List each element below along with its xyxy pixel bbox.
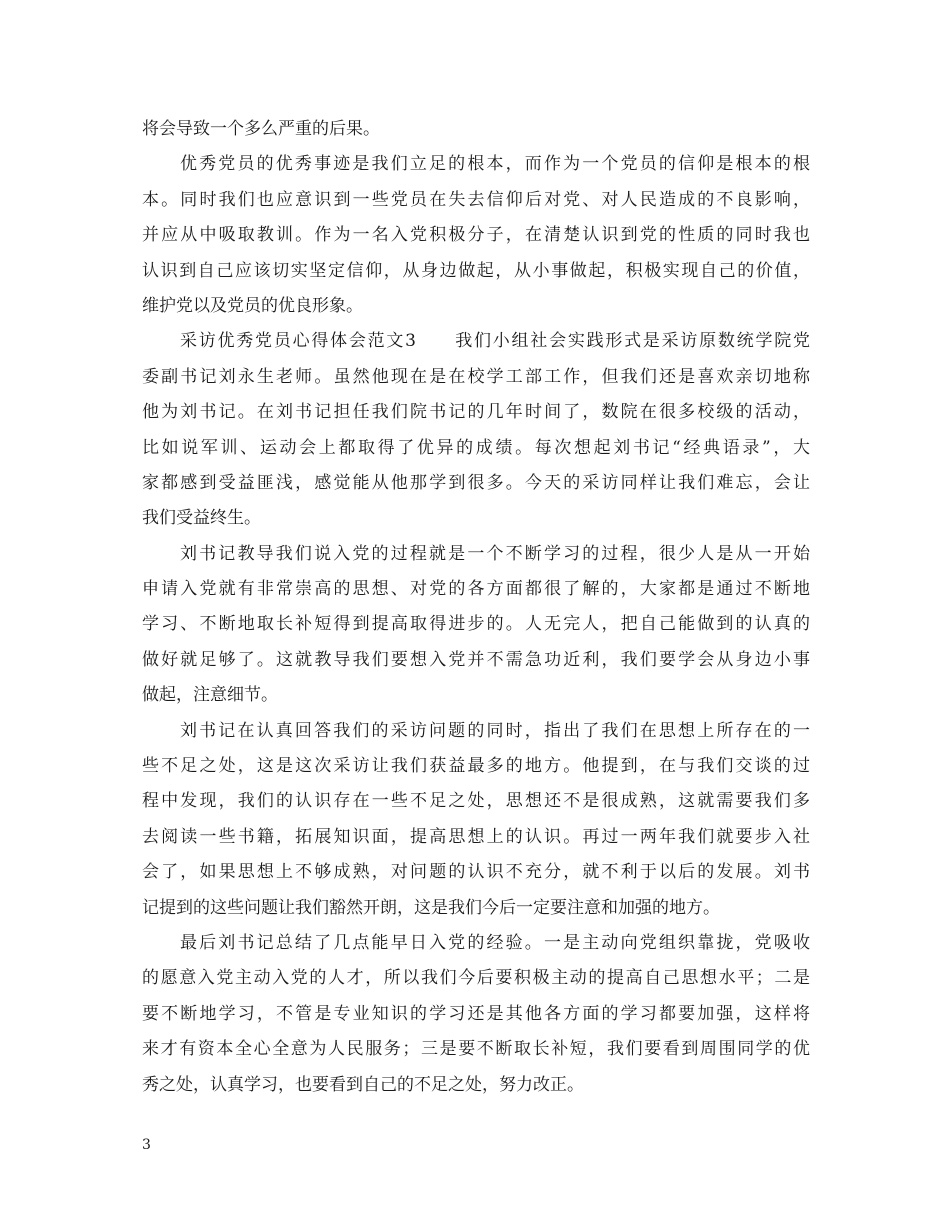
text-line: 些不足之处，这是这次采访让我们获益最多的地方。他提到，在与我们交谈的过 xyxy=(142,756,810,777)
text-line: 本。同时我们也应意识到一些党员在失去信仰后对党、对人民造成的不良影响， xyxy=(142,189,810,210)
text-line: 程中发现，我们的认识存在一些不足之处，思想还不是很成熟，这就需要我们多 xyxy=(142,791,810,812)
page-number: 3 xyxy=(142,1137,151,1153)
text-line: 做起，注意细节。 xyxy=(142,685,278,706)
text-line: 申请入党就有非常崇高的思想、对党的各方面都很了解的，大家都是通过不断地 xyxy=(142,579,810,600)
text-line: 最后刘书记总结了几点能早日入党的经验。一是主动向党组织靠拢，党吸收 xyxy=(180,932,810,953)
document-body xyxy=(142,112,810,1103)
text-line: 认识到自己应该切实坚定信仰，从身边做起，从小事做起，积极实现自己的价值， xyxy=(142,260,810,281)
text-line: 他为刘书记。在刘书记担任我们院书记的几年时间了，数院在很多校级的活动， xyxy=(142,402,810,423)
text-line: 去阅读一些书籍，拓展知识面，提高思想上的认识。再过一两年我们就要步入社 xyxy=(142,826,810,847)
text-line: 维护党以及党员的优良形象。 xyxy=(142,295,363,316)
text-line: 并应从中吸取教训。作为一名入党积极分子，在清楚认识到党的性质的同时我也 xyxy=(142,225,810,246)
text-line: 采访优秀党员心得体会范文3 我们小组社会实践形式是采访原数统学院党 xyxy=(180,331,810,352)
text-line: 委副书记刘永生老师。虽然他现在是在校学工部工作，但我们还是喜欢亲切地称 xyxy=(142,366,810,387)
text-line: 家都感到受益匪浅，感觉能从他那学到很多。今天的采访同样让我们难忘，会让 xyxy=(142,472,810,493)
text-line: 刘书记教导我们说入党的过程就是一个不断学习的过程，很少人是从一开始 xyxy=(180,543,810,564)
text-line: 的愿意入党主动入党的人才，所以我们今后要积极主动的提高自己思想水平；二是 xyxy=(142,968,810,989)
text-line: 会了，如果思想上不够成熟，对问题的认识不充分，就不利于以后的发展。刘书 xyxy=(142,862,810,883)
text-line: 要不断地学习，不管是专业知识的学习还是其他各方面的学习都要加强，这样将 xyxy=(142,1003,810,1024)
text-line: 优秀党员的优秀事迹是我们立足的根本，而作为一个党员的信仰是根本的根 xyxy=(180,154,810,175)
text-line: 刘书记在认真回答我们的采访问题的同时，指出了我们在思想上所存在的一 xyxy=(180,720,810,741)
text-line: 比如说军训、运动会上都取得了优异的成绩。每次想起刘书记“经典语录”，大 xyxy=(142,437,810,458)
text-line: 秀之处，认真学习，也要看到自己的不足之处，努力改正。 xyxy=(142,1074,584,1095)
text-line: 做好就足够了。这就教导我们要想入党并不需急功近利，我们要学会从身边小事 xyxy=(142,649,810,670)
text-line: 学习、不断地取长补短得到提高取得进步的。人无完人，把自己能做到的认真的 xyxy=(142,614,810,635)
text-line: 我们受益终生。 xyxy=(142,508,261,529)
text-line: 将会导致一个多么严重的后果。 xyxy=(142,119,380,139)
text-line: 来才有资本全心全意为人民服务；三是要不断取长补短，我们要看到周围同学的优 xyxy=(142,1039,810,1060)
text-line: 记提到的这些问题让我们豁然开朗，这是我们今后一定要注意和加强的地方。 xyxy=(142,897,720,918)
